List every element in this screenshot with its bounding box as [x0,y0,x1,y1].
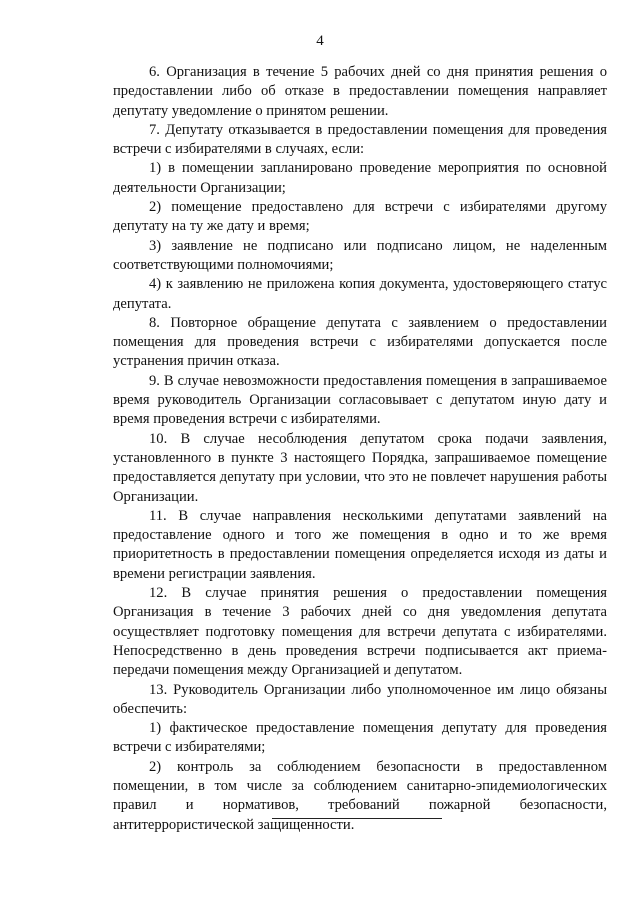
paragraph-7: 7. Депутату отказывается в предоставлении помещения для проведения встречи с избирателями в случаях, если: [113,121,607,158]
paragraph-10: 10. В случае несоблюдения депутатом срока подачи заявления, установленного в пункте 3 настоящего Порядка, запрашиваемое помещение предоставляется депутату при условии, что это не повлечет нарушения работы Организации. [113,430,607,505]
paragraph-6: 6. Организация в течение 5 рабочих дней со дня принятия решения о предоставлении либо об отказе в предоставлении помещения направляет депутату уведомление о принятом решении. [113,64,607,119]
paragraph-7-item-1: 1) в помещении запланировано проведение мероприятия по основной деятельности Организации; [113,160,607,196]
paragraph-13: 13. Руководитель Организации либо уполномоченное им лицо обязаны обеспечить: [113,681,607,717]
paragraph-7-item-2: 2) помещение предоставлено для встречи с избирателями другому депутату на ту же дату и время; [113,199,607,235]
paragraph-13-item-1: 1) фактическое предоставление помещения депутату для проведения встречи с избирателями; [113,720,607,756]
paragraph-11: 11. В случае направления несколькими депутатами заявлений на предоставление одного и того же помещения в одно и то же время приоритетность в предоставлении помещения определяется исходя из даты и времени регистрации заявления. [113,507,607,582]
paragraph-9: 9. В случае невозможности предоставления помещения в запрашиваемое время руководитель Организации согласовывает с депутатом иную дату и время проведения встречи с избирателями. [113,372,607,428]
paragraph-13-item-2: 2) контроль за соблюдением безопасности в предоставленном помещении, в том числе за соблюдением санитарно-эпидемиологических правил и нормативов, требований пожарной безопасности, антитеррористической защищенности. [113,758,607,833]
page-number: 4 [316,33,324,49]
document-body [113,63,607,835]
paragraph-7-item-3: 3) заявление не подписано или подписано лицом, не наделенным соответствующими полномочиями; [113,237,607,273]
paragraph-8: 8. Повторное обращение депутата с заявлением о предоставлении помещения для проведения встречи с избирателями допускается после устранения причин отказа. [113,314,607,370]
closing-line [272,818,442,819]
paragraph-7-item-4: 4) к заявлению не приложена копия документа, удостоверяющего статус депутата. [113,276,607,312]
paragraph-12: 12. В случае принятия решения о предоставлении помещения Организация в течение 3 рабочих дней со дня уведомления депутата осуществляет подготовку помещения для встречи депутата с избирателями. Непосредственно в день проведения встречи подписывается акт приема-передачи помещения между Организацией и депутатом. [113,585,607,679]
